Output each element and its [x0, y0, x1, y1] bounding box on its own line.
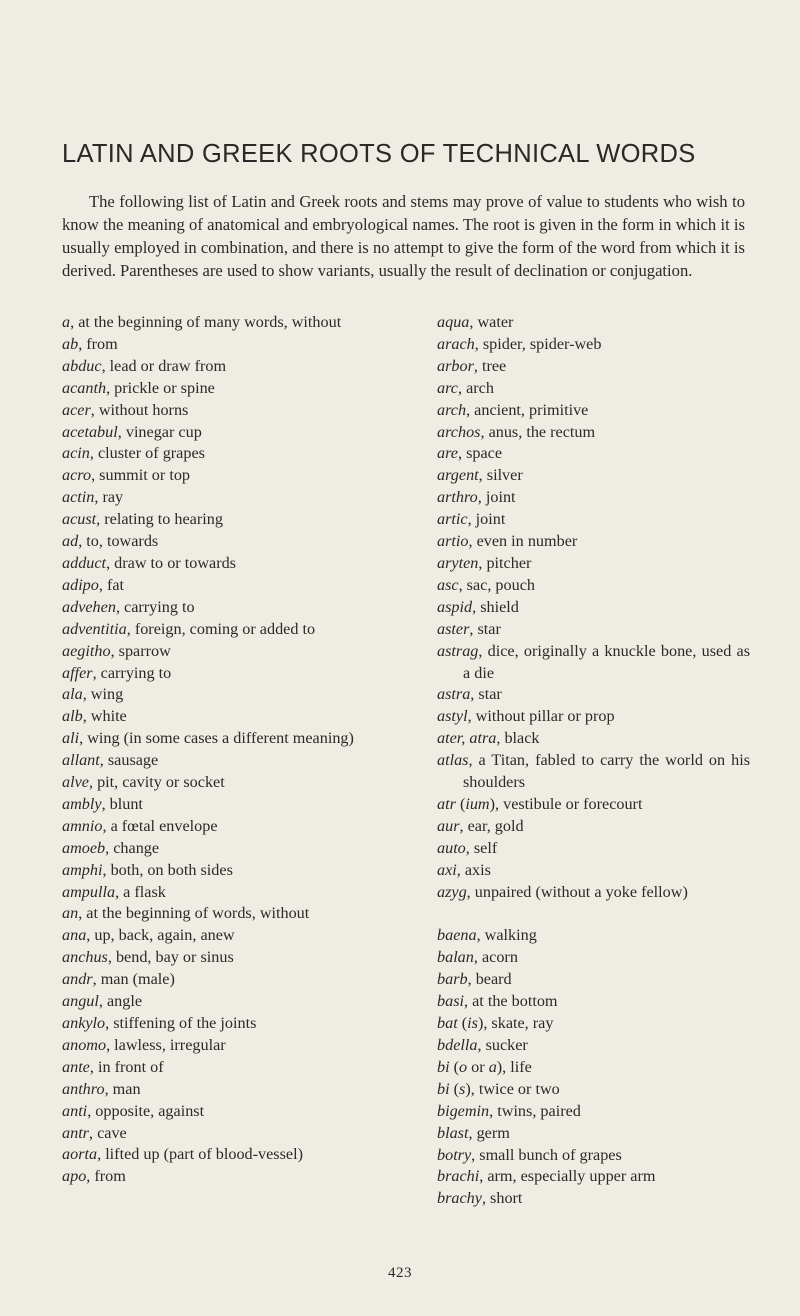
glossary-entry: [62, 728, 407, 750]
glossary-term: amoeb: [62, 838, 106, 857]
glossary-definition: , both, on both sides: [102, 860, 233, 879]
glossary-term: adventitia: [62, 619, 127, 638]
glossary-definition: , blunt: [101, 794, 143, 813]
glossary-term: brachi: [437, 1167, 480, 1186]
glossary-term: brachy: [437, 1189, 482, 1208]
glossary-entry: [437, 1013, 750, 1035]
glossary-definition: , bend, bay or sinus: [107, 948, 234, 967]
glossary-definition: , germ: [468, 1123, 510, 1142]
glossary-entry: [62, 860, 407, 882]
glossary-entry: [437, 1145, 750, 1167]
glossary-definition: , acorn: [473, 948, 518, 967]
glossary-definition: , a flask: [115, 882, 166, 901]
glossary-definition: , without horns: [90, 400, 189, 419]
glossary-definition: , self: [465, 838, 498, 857]
glossary-definition: , man (male): [92, 970, 175, 989]
glossary-entry: [62, 487, 407, 509]
glossary-entry: [62, 1057, 407, 1079]
glossary-term: ala: [62, 685, 83, 704]
glossary-definition: , sausage: [99, 751, 159, 770]
glossary-term: amnio: [62, 816, 103, 835]
glossary-entry: [62, 706, 407, 728]
glossary-definition: , fat: [98, 575, 125, 594]
page-number: 423: [388, 1265, 412, 1281]
glossary-term: anti: [62, 1101, 88, 1120]
glossary-entry: [437, 706, 750, 728]
glossary-entry: [62, 991, 407, 1013]
glossary-definition: , space: [457, 444, 503, 463]
glossary-entry: [62, 772, 407, 794]
glossary-definition: , man: [104, 1079, 141, 1098]
glossary-definition: ), twice or two: [465, 1079, 560, 1098]
glossary-entry: [62, 378, 407, 400]
glossary-entry: [437, 750, 750, 794]
glossary-term: axi: [437, 860, 457, 879]
glossary-term: ab: [62, 334, 79, 353]
glossary-definition: , arm, especially upper arm: [479, 1167, 656, 1186]
glossary-entry: [62, 1144, 407, 1166]
glossary-definition: , water: [469, 313, 514, 331]
glossary-definition: , small bunch of grapes: [471, 1145, 622, 1164]
glossary-definition: ), vestibule or forecourt: [489, 794, 643, 813]
glossary-term: aegitho: [62, 641, 111, 660]
glossary-term: auto: [437, 838, 466, 857]
intro-paragraph: The following list of Latin and Greek roots and stems may prove of value to students who wish to know the meaning of anatomical and embryological names. The root is given in the form in which it is usually employed in combination, and there is no attempt to give the form of the word from which it is derived. Parentheses are used to show variants, usually the result of declination or conjugation.: [62, 192, 745, 280]
glossary-term: arch: [437, 400, 467, 419]
glossary-entry: [62, 684, 407, 706]
glossary-entry: [62, 816, 407, 838]
glossary-entry: [437, 465, 750, 487]
glossary-definition: , at the bottom: [464, 992, 558, 1011]
glossary-entry: [437, 947, 750, 969]
glossary-definition: , foreign, coming or added to: [126, 619, 316, 638]
glossary-term: botry: [437, 1145, 472, 1164]
glossary-entry: [62, 1123, 407, 1145]
glossary-term: are: [437, 444, 458, 463]
glossary-definition: , from: [86, 1167, 126, 1186]
glossary-entry: [437, 794, 750, 816]
glossary-definition: , angle: [98, 992, 143, 1011]
glossary-term: affer: [62, 663, 93, 682]
glossary-term: astrag: [437, 641, 479, 660]
glossary-term-variant: s: [459, 1079, 466, 1098]
glossary-term: alb: [62, 707, 83, 726]
glossary-entry: [437, 553, 750, 575]
glossary-term: acetabul: [62, 422, 118, 441]
glossary-definition: , joint: [467, 510, 506, 529]
glossary-definition: , tree: [473, 356, 507, 375]
glossary-entry: [62, 663, 407, 685]
glossary-term: asc: [437, 575, 459, 594]
glossary-definition: , anus, the rectum: [480, 422, 596, 441]
glossary-entry: [62, 553, 407, 575]
glossary-entry: [437, 334, 750, 356]
glossary-term: acin: [62, 444, 90, 463]
glossary-entry: [437, 1188, 750, 1210]
glossary-term-variant: is: [467, 1014, 478, 1033]
glossary-term: ana: [62, 926, 87, 945]
glossary-definition: , unpaired (without a yoke fellow): [466, 882, 688, 901]
glossary-term: acer: [62, 400, 91, 419]
glossary-entry: [62, 1101, 407, 1123]
glossary-definition: , joint: [477, 488, 516, 507]
glossary-definition: , summit or top: [91, 466, 191, 485]
glossary-definition: ), life: [496, 1057, 532, 1076]
glossary-entry: [62, 312, 407, 334]
glossary-term: balan: [437, 948, 474, 967]
glossary-term: aorta: [62, 1145, 98, 1164]
glossary-term: bat: [437, 1014, 458, 1033]
glossary-definition: , lead or draw from: [101, 356, 227, 375]
glossary-definition: , carrying to: [92, 663, 172, 682]
glossary-term: argent: [437, 466, 479, 485]
glossary-entry: [437, 969, 750, 991]
glossary-entry: [62, 969, 407, 991]
glossary-definition: , star: [469, 619, 501, 638]
glossary-entry: [437, 728, 750, 750]
glossary-term: blast: [437, 1123, 469, 1142]
glossary-term: andr: [62, 970, 93, 989]
glossary-definition: , cluster of grapes: [89, 444, 205, 463]
glossary-entry: [62, 356, 407, 378]
glossary-entry: [437, 619, 750, 641]
glossary-definition: , up, back, again, anew: [86, 926, 235, 945]
glossary-entry: [62, 903, 407, 925]
glossary-entry: [62, 575, 407, 597]
glossary-entry: [62, 422, 407, 444]
glossary-term: ampulla: [62, 882, 116, 901]
glossary-entry: [437, 882, 750, 904]
glossary-definition: , axis: [456, 860, 491, 879]
glossary-term: aur: [437, 816, 460, 835]
glossary-term: azyg: [437, 882, 467, 901]
glossary-term: artic: [437, 510, 468, 529]
section-gap: [437, 903, 750, 925]
glossary-definition: ), skate, ray: [477, 1014, 554, 1033]
glossary-term: arthro: [437, 488, 478, 507]
glossary-definition: , from: [78, 334, 118, 353]
glossary-term: basi: [437, 992, 464, 1011]
glossary-definition: , to, towards: [78, 532, 159, 551]
glossary-entry: [62, 531, 407, 553]
glossary-entry: [437, 1123, 750, 1145]
glossary-definition: , pitcher: [478, 553, 532, 572]
glossary-term-variant: ium: [465, 794, 490, 813]
glossary-entry: [62, 597, 407, 619]
glossary-term: apo: [62, 1167, 87, 1186]
glossary-definition: , lawless, irregular: [106, 1035, 226, 1054]
glossary-definition: , short: [481, 1189, 523, 1208]
glossary-term-variant: a: [488, 1057, 497, 1076]
glossary-entry: [62, 882, 407, 904]
glossary-entry: [437, 1166, 750, 1188]
glossary-term: atr: [437, 794, 456, 813]
glossary-term: anomo: [62, 1035, 107, 1054]
glossary-entry: [437, 597, 750, 619]
glossary-definition: , ancient, primitive: [466, 400, 589, 419]
glossary-entry: [62, 947, 407, 969]
glossary-term: baena: [437, 926, 477, 945]
glossary-term: advehen: [62, 597, 116, 616]
glossary-entry: [437, 509, 750, 531]
glossary-term: acust: [62, 510, 97, 529]
glossary-entry: [437, 816, 750, 838]
right-column-b-entries: [437, 925, 750, 1210]
glossary-entry: [62, 443, 407, 465]
glossary-definition: , pit, cavity or socket: [88, 773, 225, 792]
glossary-entry: [437, 443, 750, 465]
glossary-definition: , without pillar or prop: [467, 707, 615, 726]
page-title: LATIN AND GREEK ROOTS OF TECHNICAL WORDS: [62, 140, 696, 168]
glossary-entry: [437, 991, 750, 1013]
glossary-term: aspid: [437, 597, 473, 616]
glossary-definition: , ray: [94, 488, 124, 507]
glossary-definition: , arch: [457, 378, 494, 397]
glossary-term-variant: o: [459, 1057, 468, 1076]
glossary-entry: [62, 1079, 407, 1101]
glossary-term: astra: [437, 685, 471, 704]
glossary-entry: [437, 356, 750, 378]
glossary-term: acro: [62, 466, 92, 485]
glossary-definition: (: [449, 1057, 460, 1076]
glossary-term: adipo: [62, 575, 99, 594]
glossary-entry: [437, 1101, 750, 1123]
glossary-definition: or: [467, 1057, 489, 1076]
glossary-term: actin: [62, 488, 95, 507]
glossary-entry: [437, 1057, 750, 1079]
glossary-definition: , star: [470, 685, 502, 704]
glossary-definition: , lifted up (part of blood-vessel): [97, 1145, 303, 1164]
glossary-term: angul: [62, 992, 99, 1011]
glossary-definition: , sucker: [477, 1036, 528, 1054]
glossary-term: a: [62, 313, 71, 331]
glossary-definition: , prickle or spine: [106, 378, 215, 397]
glossary-term: bi: [437, 1057, 450, 1076]
glossary-definition: , carrying to: [115, 597, 195, 616]
glossary-definition: , white: [82, 707, 127, 726]
right-column: [437, 312, 750, 1210]
right-column-a-entries: [437, 312, 750, 903]
glossary-definition: , black: [496, 729, 540, 748]
glossary-term: an: [62, 904, 79, 923]
glossary-definition: , a Titan, fabled to carry the world on his shoulders: [463, 751, 750, 792]
glossary-definition: (: [457, 1014, 468, 1033]
glossary-entry: [437, 838, 750, 860]
glossary-definition: , wing: [82, 685, 124, 704]
glossary-term: atlas: [437, 751, 469, 770]
glossary-definition: , in front of: [89, 1057, 164, 1076]
glossary-definition: , walking: [476, 926, 537, 945]
glossary-term: artio: [437, 532, 469, 551]
glossary-definition: , shield: [472, 597, 519, 616]
glossary-definition: , vinegar cup: [117, 422, 202, 441]
glossary-definition: , dice, originally a knuckle bone, used as a die: [463, 641, 750, 682]
glossary-term: amphi: [62, 860, 103, 879]
glossary-entry: [437, 1079, 750, 1101]
glossary-term: adduct: [62, 553, 107, 572]
glossary-term: bdella: [437, 1036, 478, 1054]
glossary-term: bigemin: [437, 1101, 490, 1120]
glossary-definition: (: [449, 1079, 460, 1098]
glossary-term: archos: [437, 422, 481, 441]
glossary-definition: , cave: [89, 1123, 127, 1142]
glossary-term: acanth: [62, 378, 107, 397]
glossary-definition: , a fœtal envelope: [102, 816, 218, 835]
glossary-entry: [62, 1166, 407, 1188]
glossary-definition: , twins, paired: [489, 1101, 581, 1120]
glossary-term: abduc: [62, 356, 102, 375]
glossary-entry: [62, 925, 407, 947]
glossary-definition: , at the beginning of words, without: [78, 904, 310, 923]
glossary-term: aster: [437, 619, 470, 638]
glossary-term: arc: [437, 378, 458, 397]
glossary-entry: [437, 487, 750, 509]
left-column: [62, 312, 407, 1188]
glossary-definition: (: [455, 794, 466, 813]
glossary-entry: [437, 312, 750, 334]
glossary-entry: [437, 400, 750, 422]
glossary-definition: , stiffening of the joints: [105, 1014, 257, 1032]
glossary-definition: , spider, spider-web: [474, 334, 602, 353]
glossary-term: ad: [62, 532, 79, 551]
glossary-term: astyl: [437, 707, 468, 726]
glossary-term: aryten: [437, 553, 479, 572]
glossary-definition: , sac, pouch: [458, 575, 535, 594]
glossary-definition: , opposite, against: [87, 1101, 205, 1120]
glossary-entry: [437, 1035, 750, 1057]
glossary-definition: , draw to or towards: [106, 553, 236, 572]
glossary-term: ater, atra: [437, 729, 497, 748]
glossary-entry: [437, 925, 750, 947]
glossary-entry: [62, 619, 407, 641]
glossary-entry: [437, 641, 750, 685]
glossary-entry: [437, 422, 750, 444]
glossary-entry: [62, 750, 407, 772]
glossary-term: arach: [437, 334, 475, 353]
glossary-term: barb: [437, 970, 468, 989]
glossary-entry: [437, 684, 750, 706]
glossary-term: aqua: [437, 313, 470, 331]
glossary-entry: [62, 509, 407, 531]
glossary-entry: [437, 378, 750, 400]
glossary-term: anchus: [62, 948, 108, 967]
glossary-term: anthro: [62, 1079, 105, 1098]
glossary-term: allant: [62, 751, 100, 770]
glossary-term: ante: [62, 1057, 90, 1076]
glossary-term: bi: [437, 1079, 450, 1098]
glossary-entry: [62, 794, 407, 816]
glossary-entry: [62, 838, 407, 860]
glossary-definition: , at the beginning of many words, without: [70, 313, 342, 331]
glossary-definition: , even in number: [468, 532, 578, 551]
glossary-entry: [437, 860, 750, 882]
glossary-definition: , beard: [467, 970, 512, 989]
glossary-entry: [62, 465, 407, 487]
glossary-entry: [62, 1013, 407, 1035]
glossary-definition: , silver: [478, 466, 523, 485]
glossary-entry: [62, 334, 407, 356]
glossary-definition: , ear, gold: [459, 816, 524, 835]
glossary-entry: [62, 1035, 407, 1057]
glossary-term: ambly: [62, 794, 102, 813]
glossary-term: alve: [62, 773, 89, 792]
glossary-entry: [437, 531, 750, 553]
glossary-definition: , change: [105, 838, 160, 857]
glossary-term: antr: [62, 1123, 89, 1142]
glossary-term: ankylo: [62, 1014, 106, 1032]
glossary-entry: [62, 400, 407, 422]
glossary-definition: , relating to hearing: [96, 510, 223, 529]
glossary-entry: [62, 641, 407, 663]
glossary-entry: [437, 575, 750, 597]
glossary-term: arbor: [437, 356, 474, 375]
glossary-definition: , sparrow: [110, 641, 171, 660]
glossary-term: ali: [62, 729, 80, 748]
glossary-definition: , wing (in some cases a different meaning): [79, 729, 354, 748]
